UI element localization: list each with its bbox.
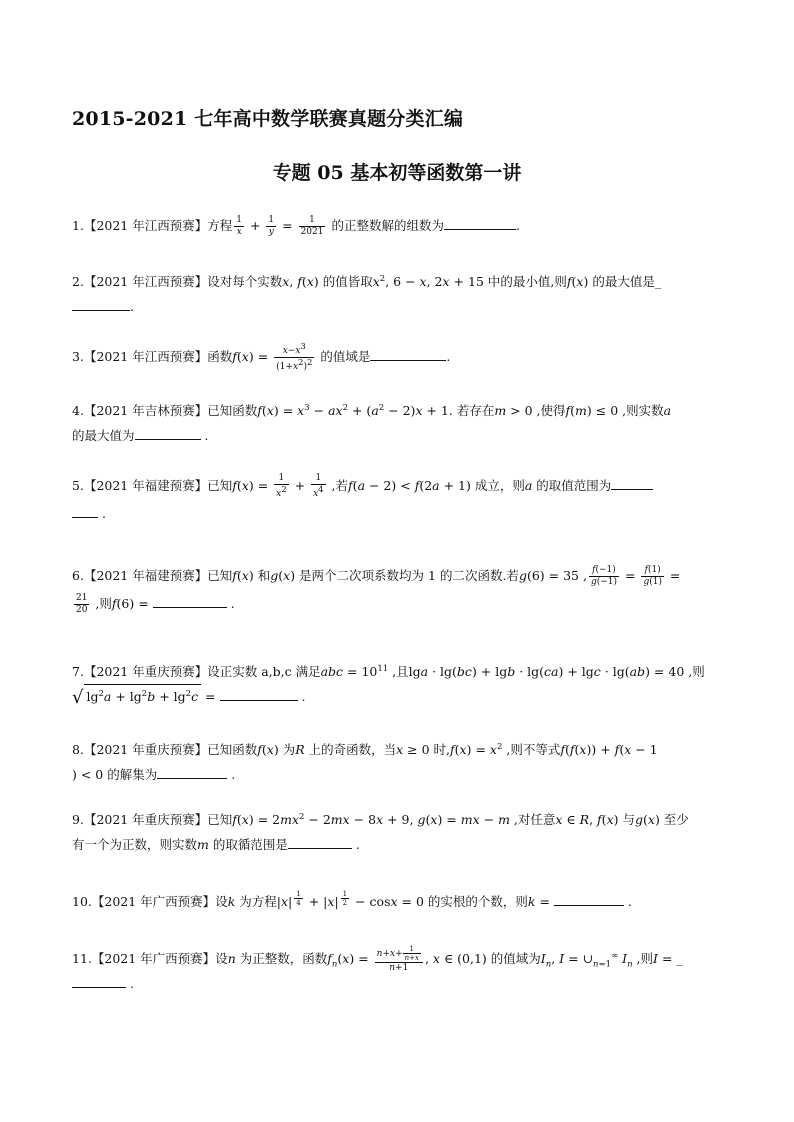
problem-4: 4.【2021 年吉林预赛】已知函数$f(x) = x^3 - ax^2 + (a^2 - 2)x + 1$. 若存在m > 0 ,使得f(m) ≤ 0 ,则实数a 的最大值为 . xyxy=(72,403,672,443)
problem-8: 8.【2021 年重庆预赛】已知函数f(x) 为R 上的奇函数，当x ≥ 0 时$,f(x) = x^2$ ,则不等式f(f(x)) + f(x − 1 ) < 0 的解集为 . xyxy=(72,742,658,782)
problem-10: 10.【2021 年广西预赛】设k 为方程|x| $^{\frac{1}{4}}$ + |x| $^{\frac{1}{2}}$ − cosx = 0 的实根的个数，则k = . xyxy=(72,890,632,910)
problem-5: 5.【2021 年福建预赛】已知f(x) = $\frac{1}{x^2}$ + $\frac{1}{x^4}$ ,若f(a − 2) < f(2a + 1) 成立，则a 的取值范围为 . xyxy=(72,472,722,528)
problem-2: 2.【2021 年江西预赛】设对每个实数x, f(x) 的值皆取$x^2$, 6 − x, 2x + 15 中的最小值,则f(x) 的最大值是_ . xyxy=(72,274,662,314)
problem-9: 9.【2021 年重庆预赛】已知$f(x) = 2mx^2 - 2mx - 8x + 9$, g(x) = mx − m ,对任意x ∈ R, f(x) 与g(x) 至少 有一个为正数，则实数m 的取循范围是 . xyxy=(72,812,689,852)
problem-7: 7.【2021 年重庆预赛】设正实数 a,b,c 满足abc = $10^{11}$ ,且lga · lg(bc) + lgb · lg(ca) + lgc · lg(ab) = 40 ,则 √ $\lg^2a + \lg^2b + \lg^2c$ = . xyxy=(72,664,705,708)
document-title: 2015-2021 七年高中数学联赛真题分类汇编 xyxy=(72,108,464,130)
document-subtitle: 专题 05 基本初等函数第一讲 xyxy=(272,162,522,184)
problem-3: 3.【2021 年江西预赛】函数f(x) = $\frac{x-x^3}{(1+x^2)^2}$ 的值域是 . xyxy=(72,342,451,372)
problem-1: 1.【2021 年江西预赛】方程 $\frac{1}{x}$ + $\frac{1}{y}$ = $\frac{1}{2021}$ 的正整数解的组数为 . xyxy=(72,215,520,237)
problem-11: 11.【2021 年广西预赛】设n 为正整数，函数$f_n(x)$ = n+x+ $\frac{1}{n+x}$ n+1 , x ∈ (0,1) 的值域为$I_n$, $I = \cup_{n=1}^\infty$ $I_n$ ,则I = _ . xyxy=(72,945,683,991)
problem-6: 6.【2021 年福建预赛】已知f(x) 和g(x) 是两个二次项系数均为 1 的二次函数.若g(6) = 35 , $\frac{f(-1)}{g(-1)}$ = $\frac{f(1)}{g(1)}$ = $\frac{21}{20}$ ,则f(6) = . xyxy=(72,565,681,615)
